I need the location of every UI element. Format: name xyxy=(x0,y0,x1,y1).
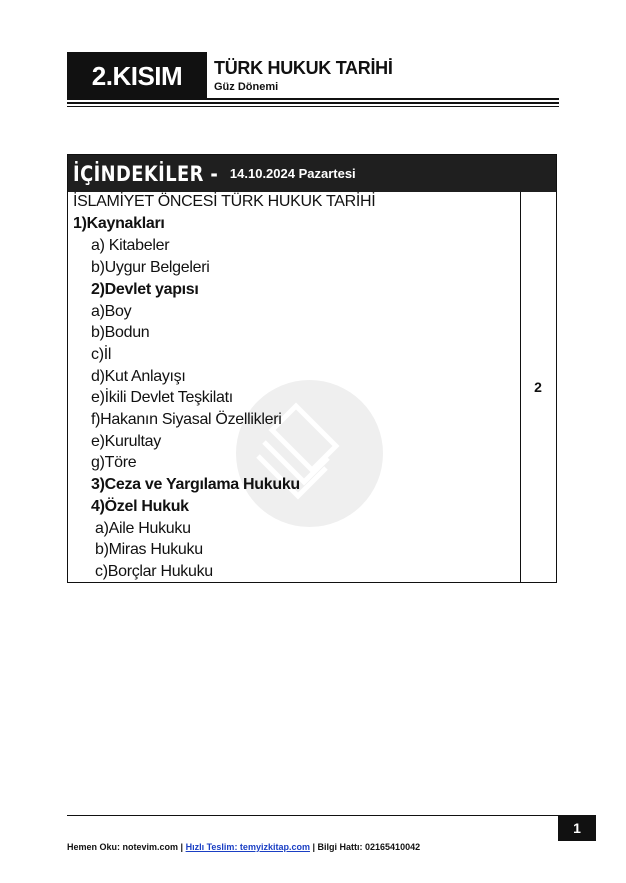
toc-entry: b)Bodun xyxy=(91,324,150,341)
toc-entry: f)Hakanın Siyasal Özellikleri xyxy=(91,411,282,428)
toc-entry: d)Kut Anlayışı xyxy=(91,368,186,385)
toc-entry: g)Töre xyxy=(91,454,137,471)
header-rule xyxy=(207,98,559,100)
toc-entry: b)Uygur Belgeleri xyxy=(91,259,210,276)
toc-entry: a)Boy xyxy=(91,303,132,320)
footer-links xyxy=(67,842,420,852)
toc-entry: a)Aile Hukuku xyxy=(95,520,191,537)
toc-entry: a) Kitabeler xyxy=(91,237,170,254)
footer-separator: | xyxy=(180,842,184,852)
footer-rule xyxy=(67,815,558,816)
toc-entry: 1)Kaynakları xyxy=(73,215,165,232)
toc-entry: b)Miras Hukuku xyxy=(95,541,203,558)
toc-entry: c)Borçlar Hukuku xyxy=(95,563,213,580)
footer-separator: | xyxy=(312,842,316,852)
section-label: 2.KISIM xyxy=(91,60,183,91)
toc-heading: İÇİNDEKİLER - xyxy=(73,161,219,186)
header-rule xyxy=(67,102,559,104)
delivery-link[interactable]: Hızlı Teslim: temyizkitap.com xyxy=(185,842,310,852)
table-of-contents xyxy=(67,154,557,583)
phone-text: Bilgi Hattı: 02165410042 xyxy=(317,842,421,852)
page-number: 1 xyxy=(558,815,596,841)
read-online-text: Hemen Oku: notevim.com xyxy=(67,842,179,852)
toc-entry: c)İl xyxy=(91,346,112,363)
section-label-box xyxy=(67,52,207,100)
toc-entry: 4)Özel Hukuk xyxy=(91,498,189,515)
toc-entry: 2)Devlet yapısı xyxy=(91,281,199,298)
term-subtitle: Güz Dönemi xyxy=(214,81,279,93)
toc-entry: e)Kurultay xyxy=(91,433,161,450)
course-title: TÜRK HUKUK TARİHİ xyxy=(214,58,393,78)
toc-entry: İSLAMİYET ÖNCESİ TÜRK HUKUK TARİHİ xyxy=(73,193,376,210)
toc-page-number: 2 xyxy=(534,379,542,395)
toc-header xyxy=(68,155,556,192)
header-rule xyxy=(67,106,559,107)
toc-date: 14.10.2024 Pazartesi xyxy=(229,166,356,181)
toc-entry: e)İkili Devlet Teşkilatı xyxy=(91,389,233,406)
toc-entry: 3)Ceza ve Yargılama Hukuku xyxy=(91,476,300,493)
